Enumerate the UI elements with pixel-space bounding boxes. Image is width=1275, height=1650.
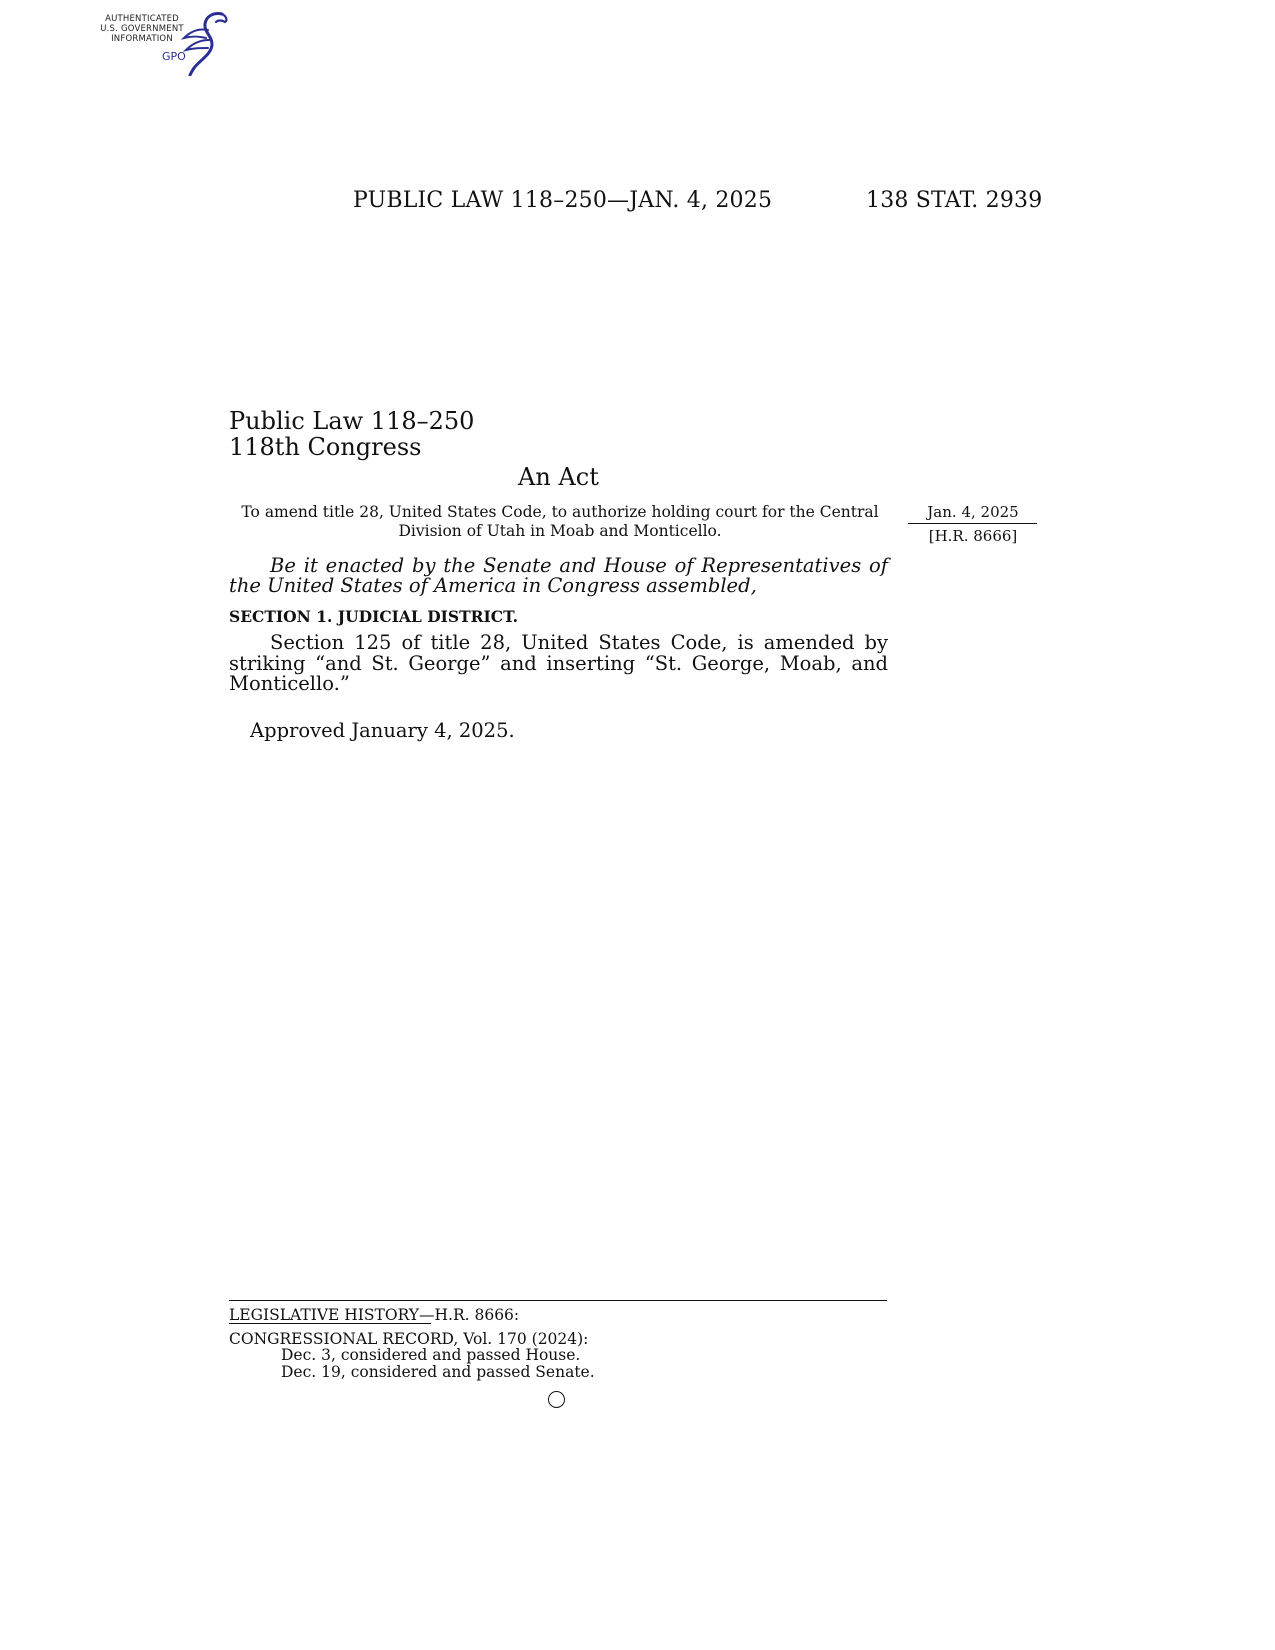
running-header-title: PUBLIC LAW 118–250—JAN. 4, 2025 bbox=[353, 188, 773, 213]
legislative-history-heading: LEGISLATIVE HISTORY—H.R. 8666: bbox=[229, 1306, 520, 1324]
logo-line-authenticated: AUTHENTICATED bbox=[105, 14, 179, 24]
logo-line-information: INFORMATION bbox=[111, 34, 173, 44]
congress-number: 118th Congress bbox=[229, 433, 422, 461]
logo-text bbox=[96, 14, 188, 44]
margin-note-divider bbox=[908, 523, 1037, 524]
act-purpose: To amend title 28, United States Code, to authorize holding court for the Central Division of Utah in Moab and Monticello. bbox=[241, 503, 879, 540]
history-entry: Dec. 3, considered and passed House. bbox=[281, 1346, 581, 1364]
gpo-authentication-logo bbox=[96, 10, 231, 78]
eagle-logo-icon bbox=[178, 10, 230, 76]
margin-note-bill-number: [H.R. 8666] bbox=[928, 527, 1018, 545]
legislative-history-underline bbox=[229, 1323, 431, 1324]
logo-gpo-mark: GPO bbox=[162, 50, 186, 63]
congressional-record-line: CONGRESSIONAL RECORD, Vol. 170 (2024): bbox=[229, 1330, 589, 1348]
margin-note-date: Jan. 4, 2025 bbox=[927, 503, 1019, 521]
footer-divider bbox=[229, 1300, 887, 1301]
enacting-clause: Be it enacted by the Senate and House of Representatives of the United States of America in Congress assembled, bbox=[229, 554, 888, 597]
public-law-number: Public Law 118–250 bbox=[229, 407, 475, 435]
section-text: Section 125 of title 28, United States Code, is amended by striking “and St. George” and inserting “St. George, Moab, and Monticello.” bbox=[229, 631, 888, 695]
statute-page-number: 138 STAT. 2939 bbox=[866, 188, 1043, 213]
history-entry: Dec. 19, considered and passed Senate. bbox=[281, 1363, 595, 1381]
logo-line-government: U.S. GOVERNMENT bbox=[100, 24, 184, 34]
section-heading: SECTION 1. JUDICIAL DISTRICT. bbox=[229, 607, 519, 626]
act-heading: An Act bbox=[518, 463, 599, 491]
end-mark-circle-icon bbox=[548, 1391, 565, 1408]
approval-date: Approved January 4, 2025. bbox=[250, 719, 515, 742]
